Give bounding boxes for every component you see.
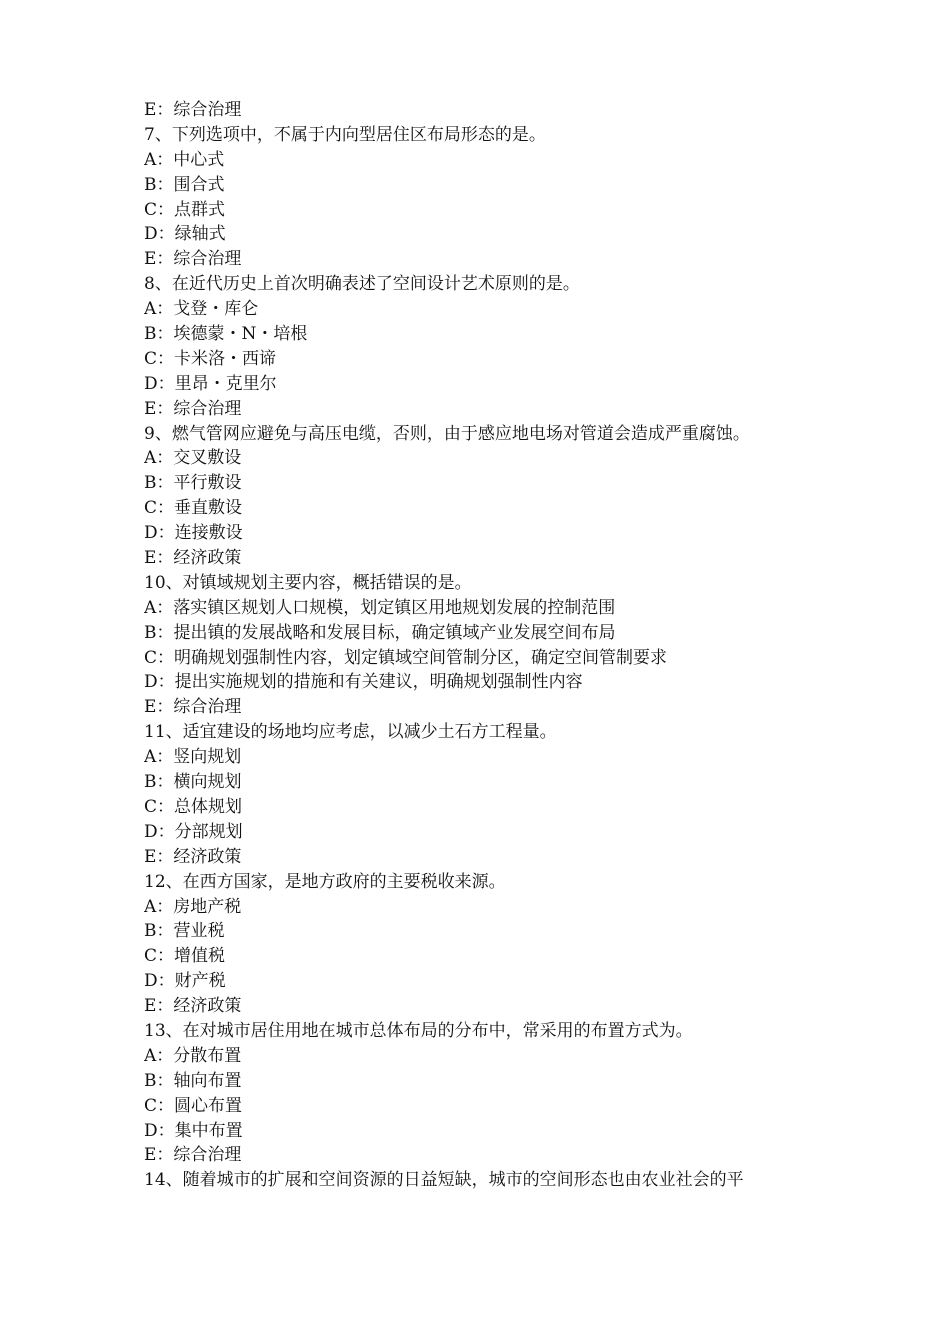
answer-option: D：集中布置 <box>144 1120 243 1141</box>
answer-option: D：绿轴式 <box>144 224 226 245</box>
question-text: 10、对镇域规划主要内容，概括错误的是。 <box>144 572 472 593</box>
answer-option: B：围合式 <box>144 174 225 195</box>
document-page <box>144 98 844 1193</box>
answer-option: B：轴向布置 <box>144 1070 242 1091</box>
question-text: 9、燃气管网应避免与高压电缆，否则，由于感应地电场对管道会造成严重腐蚀。 <box>144 423 750 444</box>
answer-option: C：增值税 <box>144 946 226 967</box>
answer-option: E：综合治理 <box>144 697 242 718</box>
answer-option: A：房地产税 <box>144 896 242 917</box>
answer-option: A：竖向规划 <box>144 747 242 768</box>
answer-option: C：垂直敷设 <box>144 498 243 519</box>
answer-option: C：圆心布置 <box>144 1095 243 1116</box>
answer-option: D：里昂・克里尔 <box>144 373 277 394</box>
question-text: 14、随着城市的扩展和空间资源的日益短缺，城市的空间形态也由农业社会的平 <box>144 1170 744 1191</box>
answer-option: B：提出镇的发展战略和发展目标，确定镇域产业发展空间布局 <box>144 622 616 643</box>
question-text: 8、在近代历史上首次明确表述了空间设计艺术原则的是。 <box>144 274 580 295</box>
answer-option: E：综合治理 <box>144 1145 242 1166</box>
question-text: 12、在西方国家，是地方政府的主要税收来源。 <box>144 871 506 892</box>
answer-option: E：经济政策 <box>144 548 242 569</box>
answer-option: B：平行敷设 <box>144 473 242 494</box>
answer-option: C：总体规划 <box>144 796 243 817</box>
answer-option: E：经济政策 <box>144 846 242 867</box>
answer-option: C：明确规划强制性内容，划定镇域空间管制分区，确定空间管制要求 <box>144 647 668 668</box>
answer-option: E：综合治理 <box>144 249 242 270</box>
answer-option: C：点群式 <box>144 199 226 220</box>
answer-option: E：综合治理 <box>144 100 242 120</box>
answer-option: E：经济政策 <box>144 996 242 1017</box>
question-text: 7、下列选项中，不属于内向型居住区布局形态的是。 <box>144 124 546 145</box>
answer-option: A：中心式 <box>144 149 225 170</box>
answer-option: B：埃德蒙・N・培根 <box>144 324 308 345</box>
answer-option: C：卡米洛・西谛 <box>144 348 277 369</box>
answer-option: A：交叉敷设 <box>144 448 242 469</box>
question-text: 11、适宜建设的场地均应考虑，以减少土石方工程量。 <box>144 722 557 743</box>
answer-option: A：分散布置 <box>144 1045 242 1066</box>
answer-option: A：落实镇区规划人口规模，划定镇区用地规划发展的控制范围 <box>144 597 616 618</box>
answer-option: D：财产税 <box>144 971 226 992</box>
answer-option: B：横向规划 <box>144 772 242 793</box>
answer-option: D：提出实施规划的措施和有关建议，明确规划强制性内容 <box>144 672 583 693</box>
answer-option: D：连接敷设 <box>144 523 243 544</box>
answer-option: D：分部规划 <box>144 821 243 842</box>
answer-option: B：营业税 <box>144 921 225 942</box>
answer-option: E：综合治理 <box>144 398 242 419</box>
question-text: 13、在对城市居住用地在城市总体布局的分布中，常采用的布置方式为。 <box>144 1020 693 1041</box>
answer-option: A：戈登・库仑 <box>144 299 259 320</box>
